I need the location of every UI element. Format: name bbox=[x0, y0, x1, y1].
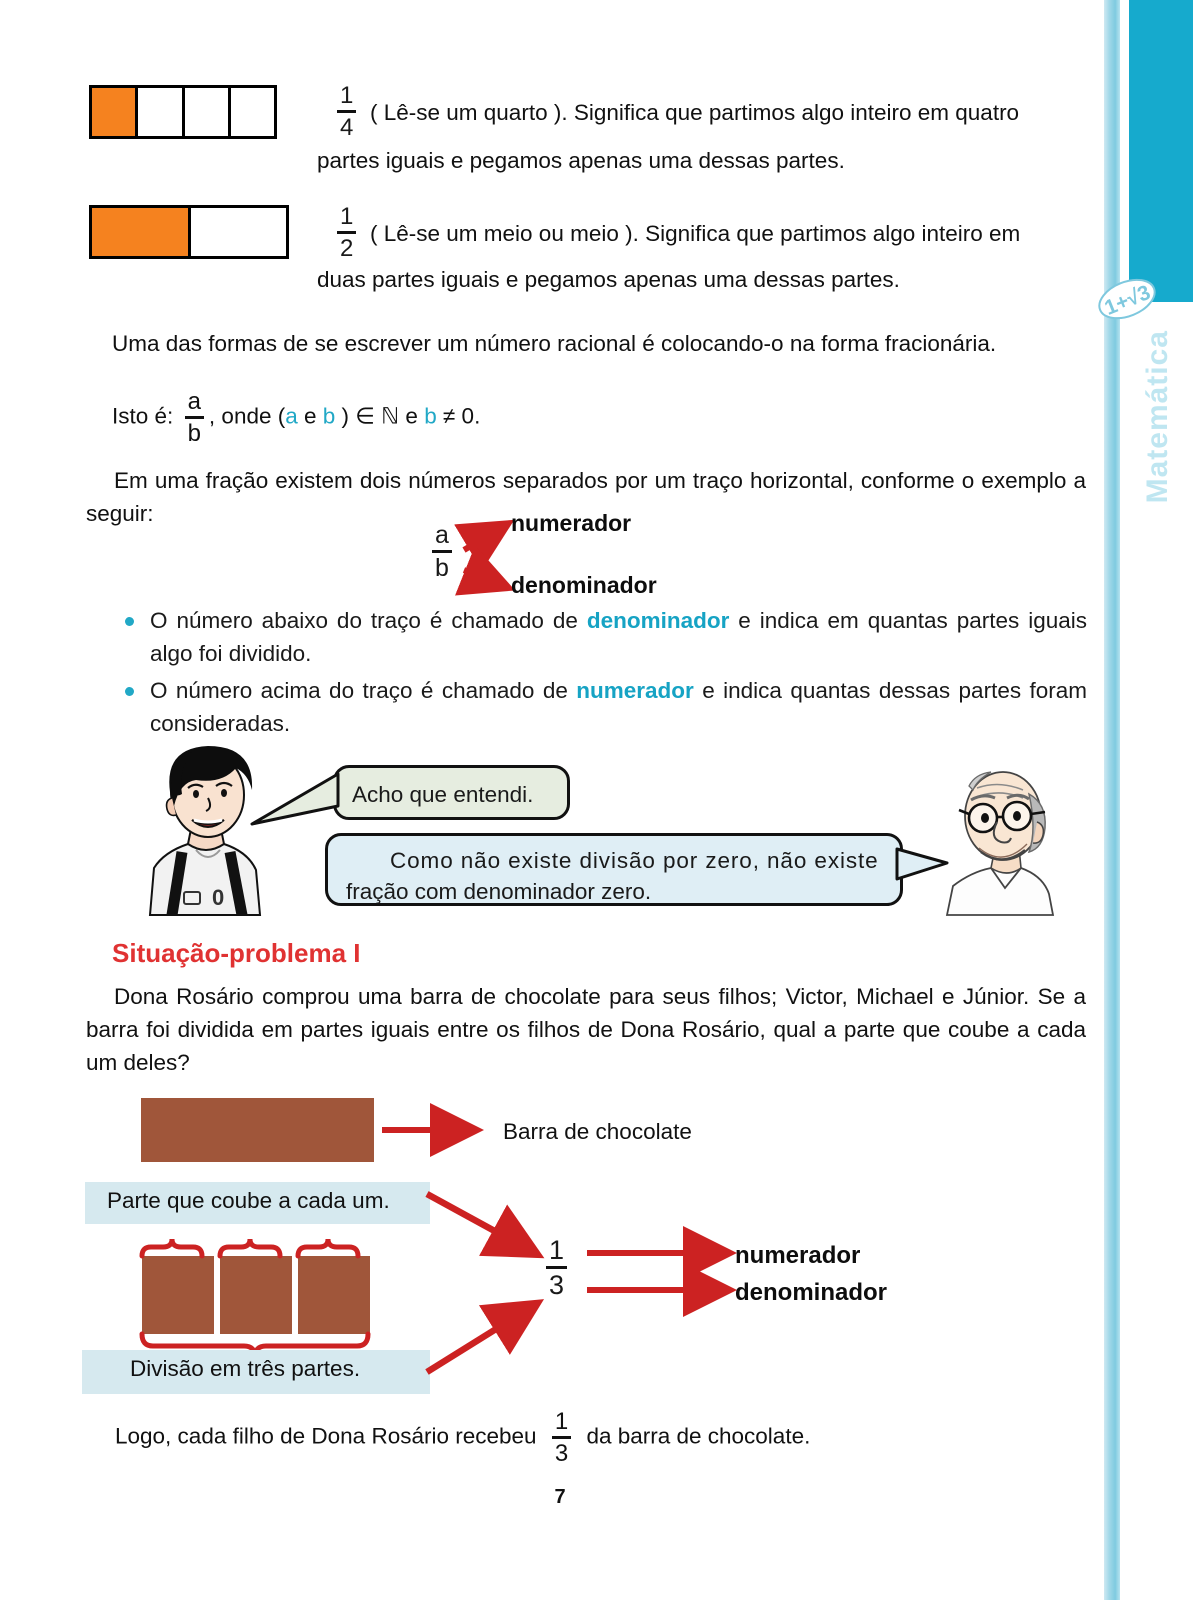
strip-cell bbox=[138, 88, 184, 136]
cond-part3: ≠ 0. bbox=[436, 403, 481, 429]
bullet-post: e indica em quantas partes iguais algo foi dividido. bbox=[150, 608, 1087, 666]
strip-cell-filled bbox=[92, 208, 191, 256]
ab-diagram-fraction bbox=[431, 523, 453, 581]
section-title-situacao-problema: Situação-problema I bbox=[112, 938, 361, 968]
brace-piece-1 bbox=[142, 1239, 202, 1256]
fraction-numerator: a bbox=[435, 521, 449, 549]
list-item bbox=[112, 604, 1087, 670]
brace-piece-2 bbox=[220, 1239, 280, 1256]
cond-b: b bbox=[322, 403, 336, 429]
label-barra-de-chocolate: Barra de chocolate bbox=[503, 1119, 692, 1144]
cond-b2: b bbox=[424, 403, 437, 429]
strip-cell-filled bbox=[92, 88, 138, 136]
teacher-character-illustration bbox=[925, 760, 1065, 920]
conclusion-pre: Logo, cada filho de Dona Rosário recebeu bbox=[115, 1423, 537, 1449]
fraction-denominator: 3 bbox=[554, 1439, 569, 1467]
arrow-to-numerador-label bbox=[585, 1240, 745, 1271]
arrow-to-numerador bbox=[464, 526, 504, 550]
bullet-dot-icon bbox=[125, 617, 134, 626]
fraction-a-over-b bbox=[184, 390, 205, 446]
arrow-tag-division-to-fraction bbox=[425, 1290, 555, 1385]
arrow-to-bar-label bbox=[380, 1112, 490, 1153]
fraction-numerator: 1 bbox=[554, 1408, 569, 1435]
sidebar-subject-label bbox=[1126, 330, 1190, 610]
bullet-pre: O número acima do traço é chamado de bbox=[150, 678, 577, 703]
sidebar-band bbox=[1129, 0, 1193, 302]
tag-divisao-text: Divisão em três partes. bbox=[130, 1356, 361, 1381]
conclusion-line bbox=[115, 1410, 1015, 1466]
conclusion-post: da barra de chocolate. bbox=[586, 1423, 811, 1449]
half-text-line2: duas partes iguais e pegamos apenas uma dessas partes. bbox=[317, 267, 900, 292]
fraction-numerator: 1 bbox=[340, 203, 354, 230]
teacher-speech-bubble bbox=[325, 833, 903, 906]
fraction-strip-half bbox=[89, 205, 289, 259]
page-number: 7 bbox=[554, 1486, 566, 1508]
student-speech-bubble bbox=[333, 765, 570, 820]
fraction-denominator: 4 bbox=[340, 113, 354, 141]
bullet-highlight: denominador bbox=[586, 608, 730, 633]
teacher-speech-line1: Como não existe divisão por zero, não existe bbox=[390, 848, 879, 873]
teacher-speech-line2: fração com denominador zero. bbox=[346, 879, 652, 904]
label-denominador: denominador bbox=[511, 572, 657, 598]
fraction-one-third-diagram bbox=[545, 1237, 568, 1299]
sidebar-subject-text: Matemática bbox=[1141, 330, 1174, 504]
bullet-highlight: numerador bbox=[576, 678, 694, 703]
isto-e-prefix: Isto é: bbox=[112, 403, 174, 429]
brace-piece-3 bbox=[298, 1239, 358, 1256]
situacao-paragraph: Dona Rosário comprou uma barra de chocolate para seus filhos; Victor, Michael e Júnior. Se a barra foi dividida em partes iguais entre os filhos de Dona Rosário, qual a parte que coube a cada um deles? bbox=[86, 984, 1086, 1075]
bullet-dot-icon bbox=[125, 687, 134, 696]
label-numerador-situacao: numerador bbox=[735, 1242, 861, 1269]
cond-part2: ) ∈ ℕ e bbox=[335, 403, 425, 429]
fraction-denominator: b bbox=[187, 419, 201, 447]
choco-piece bbox=[298, 1256, 370, 1334]
teacher-bubble-tail bbox=[895, 845, 955, 895]
strip-cell bbox=[185, 88, 231, 136]
quarter-text-line2: partes iguais e pegamos apenas uma dessas partes. bbox=[317, 148, 845, 173]
isto-e-line bbox=[112, 390, 712, 446]
bullet-pre: O número abaixo do traço é chamado de bbox=[150, 608, 587, 633]
strip-cell bbox=[191, 208, 287, 256]
label-numerador: numerador bbox=[511, 510, 632, 536]
fraction-numerator: 1 bbox=[549, 1235, 565, 1265]
fraction-denominator: 3 bbox=[549, 1269, 565, 1300]
student-bubble-tail bbox=[250, 770, 345, 837]
choco-piece bbox=[142, 1256, 214, 1334]
em-uma-fracao-paragraph: Em uma fração existem dois números separados por um traço horizontal, conforme o exemplo a seguir: bbox=[86, 468, 1086, 526]
arrow-tag-part-to-fraction bbox=[425, 1190, 555, 1280]
fraction-numerator: a bbox=[187, 388, 201, 415]
strip-cell bbox=[231, 88, 274, 136]
chocolate-divided-diagram bbox=[136, 1234, 381, 1367]
svg-text:0: 0 bbox=[212, 885, 225, 910]
chocolate-bar-whole bbox=[141, 1098, 374, 1162]
fraction-numerator: 1 bbox=[340, 82, 354, 109]
tag-parte-que-coube bbox=[85, 1182, 430, 1224]
student-speech-text: Acho que entendi. bbox=[352, 782, 534, 807]
tag-divisao-em-tres-partes bbox=[82, 1350, 430, 1394]
svg-text:1+√3: 1+√3 bbox=[1101, 280, 1154, 320]
quarter-text-line1: ( Lê-se um quarto ). Significa que partimos algo inteiro em quatro bbox=[370, 100, 1020, 125]
fraction-one-third-conclusion bbox=[551, 1410, 572, 1466]
arrow-to-denominador bbox=[464, 570, 504, 586]
arrow-to-denominador-label bbox=[585, 1277, 745, 1308]
cond-part1: , onde ( bbox=[208, 403, 286, 429]
bullet-post: e indica quantas dessas partes foram consideradas. bbox=[150, 678, 1088, 736]
definition-bullet-list bbox=[112, 604, 1087, 744]
half-text-line1: ( Lê-se um meio ou meio ). Significa que partimos algo inteiro em bbox=[370, 221, 1021, 246]
sidebar-stripe bbox=[1104, 0, 1120, 1600]
intro-paragraph: Uma das formas de se escrever um número racional é colocando-o na forma fracionária. bbox=[112, 331, 997, 356]
fraction-one-quarter bbox=[336, 84, 357, 140]
choco-piece bbox=[220, 1256, 292, 1334]
fraction-denominator: 2 bbox=[340, 234, 354, 262]
fraction-denominator: b bbox=[435, 553, 449, 582]
list-item bbox=[112, 674, 1087, 740]
fraction-strip-quarter bbox=[89, 85, 277, 139]
label-denominador-situacao: denominador bbox=[735, 1279, 888, 1306]
fraction-one-half bbox=[336, 205, 357, 261]
cond-e: e bbox=[297, 403, 323, 429]
tag-parte-text: Parte que coube a cada um. bbox=[107, 1188, 390, 1213]
cond-a: a bbox=[285, 403, 298, 429]
